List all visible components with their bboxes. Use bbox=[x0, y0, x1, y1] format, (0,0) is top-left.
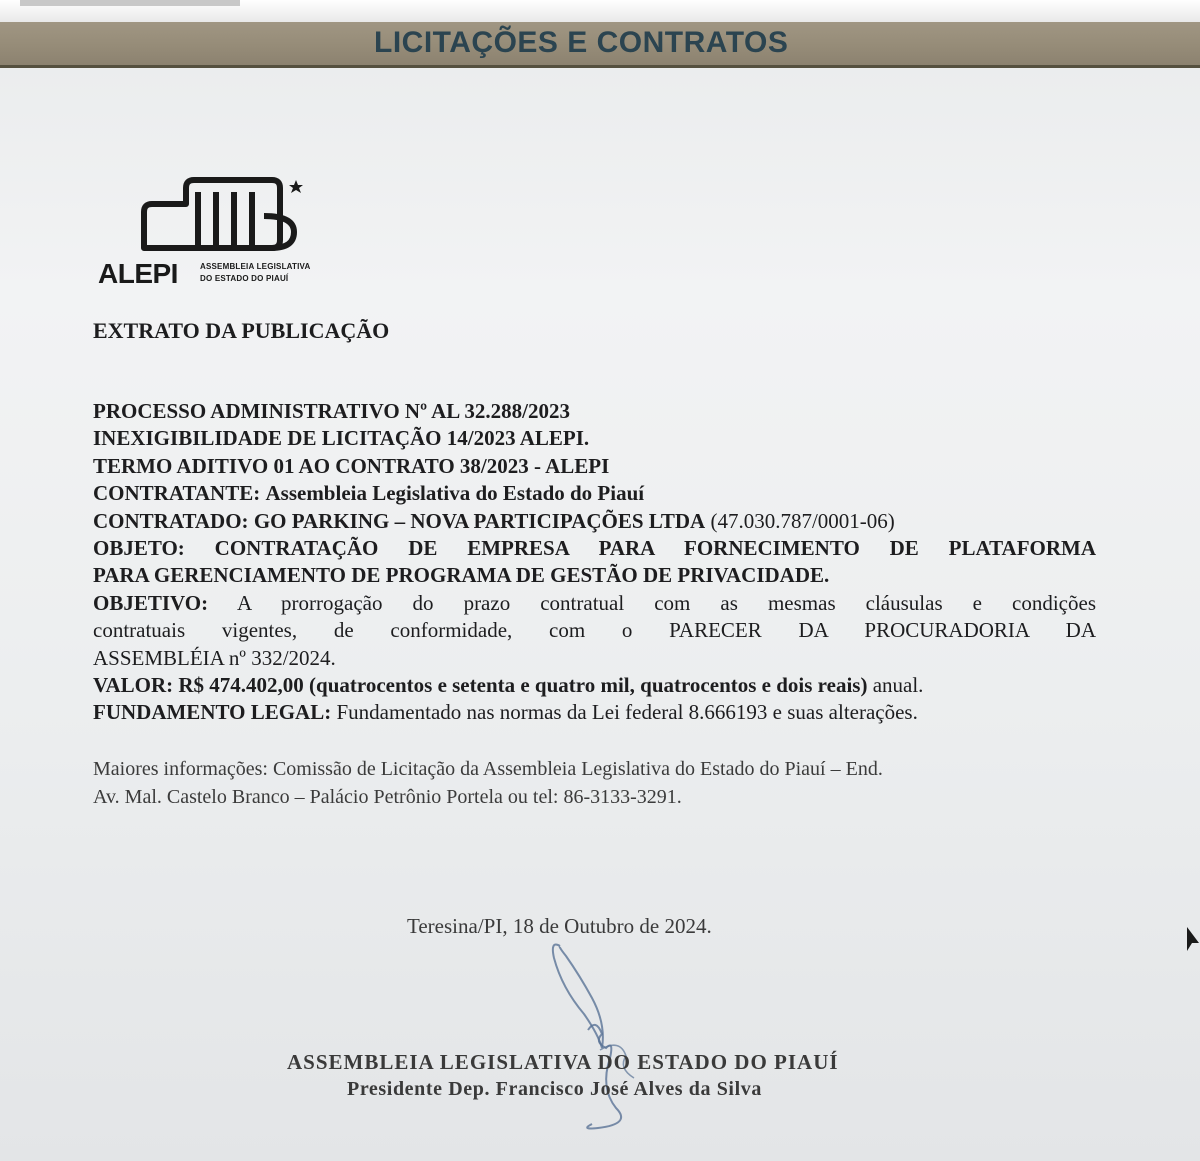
valor-value: R$ 474.402,00 (quatrocentos e setenta e quatro mil, quatrocentos e dois reais) bbox=[178, 672, 868, 697]
objeto-line-1 bbox=[93, 535, 1096, 562]
fundamento-line bbox=[93, 699, 1096, 726]
document-heading: EXTRATO DA PUBLICAÇÃO bbox=[93, 318, 390, 343]
objeto-label: OBJETO: bbox=[93, 535, 185, 560]
more-info bbox=[93, 755, 1096, 811]
inexigibilidade-line: INEXIGIBILIDADE DE LICITAÇÃO 14/2023 ALEPI. bbox=[93, 426, 590, 451]
document-date: Teresina/PI, 18 de Outubro de 2024. bbox=[407, 914, 712, 938]
processo-line: PROCESSO ADMINISTRATIVO Nº AL 32.288/2023 bbox=[93, 399, 570, 423]
objetivo-line-3: ASSEMBLÉIA nº 332/2024. bbox=[93, 645, 336, 670]
fundamento-value: Fundamentado nas normas da Lei federal 8.666193 e suas alterações. bbox=[336, 700, 918, 725]
objetivo-label: OBJETIVO: bbox=[93, 590, 209, 615]
logo-subline-1: ASSEMBLEIA LEGISLATIVA bbox=[200, 262, 311, 271]
section-title: LICITAÇÕES E CONTRATOS bbox=[374, 26, 789, 59]
section-header-bar bbox=[0, 22, 1200, 68]
valor-line bbox=[93, 672, 1096, 699]
document-body bbox=[93, 398, 1096, 727]
contratado-value: GO PARKING – NOVA PARTICIPAÇÕES LTDA bbox=[253, 508, 706, 533]
contratado-label: CONTRATADO: bbox=[93, 508, 249, 533]
signatory-name: Presidente Dep. Francisco José Alves da Silva bbox=[347, 1078, 762, 1100]
contratante-line bbox=[93, 480, 1096, 507]
objeto-line-2: PARA GERENCIAMENTO DE PROGRAMA DE GESTÃO DE PRIVACIDADE. bbox=[93, 563, 830, 588]
signatory-organization: ASSEMBLEIA LEGISLATIVA DO ESTADO DO PIAUÍ bbox=[287, 1050, 839, 1074]
contratante-label: CONTRATANTE: bbox=[93, 481, 261, 506]
objeto-text-1: CONTRATAÇÃO DE EMPRESA PARA FORNECIMENTO DE PLATAFORMA bbox=[214, 535, 1097, 560]
top-strip bbox=[0, 0, 1200, 23]
contratado-line bbox=[93, 508, 1096, 535]
signature-icon bbox=[540, 938, 680, 1138]
contratado-cnpj: (47.030.787/0001-06) bbox=[710, 508, 895, 533]
fundamento-label: FUNDAMENTO LEGAL: bbox=[93, 700, 332, 725]
info-line-2: Av. Mal. Castelo Branco – Palácio Petrônio Portela ou tel: 86-3133-3291. bbox=[93, 786, 682, 808]
mouse-cursor-icon bbox=[1185, 925, 1200, 961]
contratante-value: Assembleia Legislativa do Estado do Piauí bbox=[265, 481, 645, 506]
objetivo-line-1 bbox=[93, 590, 1096, 617]
valor-label: VALOR: bbox=[93, 672, 174, 697]
info-line-1: Maiores informações: Comissão de Licitação da Assembleia Legislativa do Estado do Piauí – End. bbox=[93, 758, 883, 780]
alepi-logo bbox=[96, 170, 366, 290]
top-strip-smudge bbox=[20, 0, 240, 6]
logo-subline-2: DO ESTADO DO PIAUÍ bbox=[200, 274, 289, 283]
logo-wordmark: ALEPI bbox=[98, 258, 178, 289]
termo-line: TERMO ADITIVO 01 AO CONTRATO 38/2023 - ALEPI bbox=[93, 453, 610, 478]
alepi-logo-icon bbox=[140, 170, 320, 254]
valor-suffix: anual. bbox=[872, 672, 924, 697]
objetivo-text-1: A prorrogação do prazo contratual com as mesmas cláusulas e condições bbox=[237, 590, 1096, 615]
objetivo-line-2: contratuais vigentes, de conformidade, com o PARECER DA PROCURADORIA DA bbox=[93, 618, 1096, 643]
